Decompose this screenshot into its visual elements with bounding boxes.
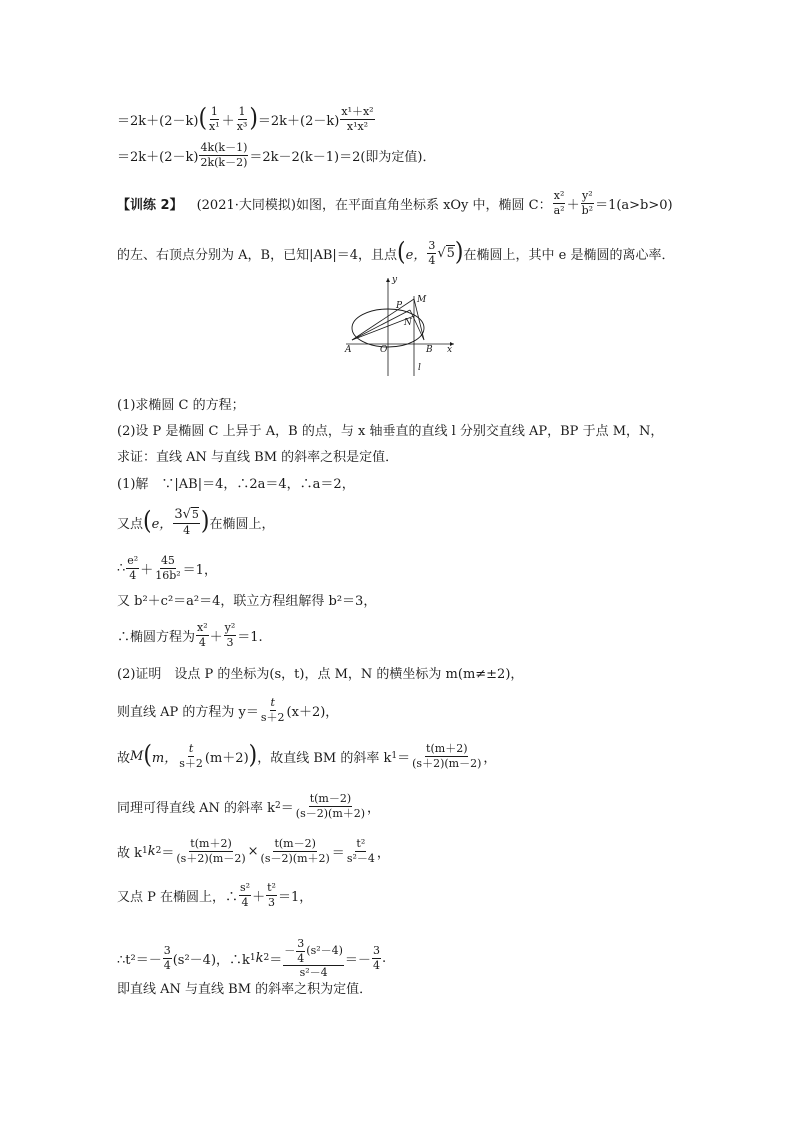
y-axis-arrow — [386, 278, 390, 282]
fraction: $\frac{3}{4}$ — [163, 944, 171, 972]
segment-BM — [414, 299, 424, 340]
label-A: A — [345, 345, 352, 355]
solution-line-2: 又点 ( e， $\frac{3√5}{4}$ ) 在椭圆上， — [117, 507, 275, 537]
fraction: $\frac{\text{x²}}{4}$ — [197, 621, 208, 649]
solution-line-8: 故 M ( m， $\frac{t}{s+2}$ (m＋2) ) ，故直线 BM 的斜率 k 1 ＝ $\frac{t(m+2)}{(s+2)(m-2)}$ ， — [117, 741, 497, 770]
label-N: N — [404, 318, 412, 328]
solution-line-7: 则直线 AP 的方程为 y＝ $\frac{t}{s+2}$ (x＋2)， — [117, 696, 339, 724]
fraction: $\frac{\text{x²}}{\text{a²}}$ — [553, 189, 565, 217]
fraction: $\frac{1}{\text{x¹}}$ — [209, 105, 220, 133]
fraction: $\frac{\text{t²}}{\text{s²－4}}$ — [346, 837, 375, 865]
ellipse-figure — [340, 272, 460, 380]
label-x: x — [447, 345, 453, 355]
fraction: $\frac{45}{\text{16b²}}$ — [155, 554, 181, 582]
fraction: $\frac{\text{x¹＋x²}}{\text{x¹x²}}$ — [341, 105, 374, 133]
question-2: (2)设 P 是椭圆 C 上异于 A，B 的点，与 x 轴垂直的直线 l 分别交直线 AP，BP 于点 M，N， — [117, 424, 664, 439]
derivation-line-2: ＝2k＋(2－k) $\frac{4k(k-1)}{2k(k-2)}$ ＝2k－2(k－1)＝2(即为定值)． — [117, 141, 436, 169]
derivation-line-1: ＝2k＋(2－k) ( $\frac{1}{\text{x¹}}$ ＋ $\frac{1}{\text{x³}}$ ) ＝2k＋(2－k) $\frac{\text{x¹＋x²}}{\text{x¹x²}}$ — [117, 104, 374, 133]
training-problem-line-2: 的左、右顶点分别为 A，B，已知|AB|＝4，且点 ( e， $\frac{3}{4}$ √ 5 ) 在椭圆上，其中 e 是椭圆的离心率． — [117, 238, 675, 267]
fraction: － $\frac{3}{4}$ (s²－4) s²－4 — [284, 937, 343, 980]
solution-line-9: 同理可得直线 AN 的斜率 k 2 ＝ $\frac{t(m-2)}{(s-2)(m+2)}$ ， — [117, 792, 381, 820]
solution-line-3: ∴ $\frac{\text{e²}}{4}$ ＋ $\frac{45}{\text{16b²}}$ ＝1， — [117, 554, 217, 582]
label-M: M — [417, 295, 427, 305]
fraction: $\frac{\text{e²}}{4}$ — [127, 554, 139, 582]
question-2-cont: 求证：直线 AN 与直线 BM 的斜率之积是定值． — [117, 450, 399, 465]
label-y: y — [392, 275, 398, 285]
solution-line-12: ∴t²＝－ $\frac{3}{4}$ (s²－4)，∴k 1 k 2 ＝ － $\frac{3}{4}$ (s²－4) s²－4 ＝－ $\frac{3}{4}$ . — [117, 937, 387, 980]
training-problem-line: 【训练 2】 (2021·大同模拟)如图，在平面直角坐标系 xOy 中，椭圆 C： $\frac{\text{x²}}{\text{a²}}$ ＋ $\frac{\text{y²}}{\text{b²}}$ ＝1(a>b>0) — [117, 189, 673, 217]
fraction: $\frac{\text{y²}}{3}$ — [224, 621, 236, 649]
solution-line-1: (1)解 ∵|AB|＝4，∴2a＝4，∴a＝2， — [117, 477, 355, 492]
fraction: $\frac{t}{s+2}$ — [260, 696, 285, 724]
question-1: (1)求椭圆 C 的方程； — [117, 398, 245, 413]
fraction: $\frac{t}{s+2}$ — [179, 742, 203, 770]
label-B: B — [426, 345, 433, 355]
fraction: $\frac{t(m-2)}{(s-2)(m+2)}$ — [295, 792, 366, 820]
solution-line-6: (2)证明 设点 P 的坐标为(s，t)，点 M，N 的横坐标为 m(m≠±2)， — [117, 667, 524, 682]
segment-BP — [410, 310, 424, 340]
solution-line-10: 故 k 1 k 2 ＝ $\frac{t(m+2)}{(s+2)(m-2)}$ × $\frac{t(m-2)}{(s-2)(m+2)}$ ＝ $\frac{\text{t²}}{\text{s²－4}}$ ， — [117, 837, 390, 865]
label-P: P — [396, 301, 403, 311]
solution-line-11: 又点 P 在椭圆上，∴ $\frac{\text{s²}}{4}$ ＋ $\frac{\text{t²}}{3}$ ＝1， — [117, 881, 313, 909]
solution-line-5: ∴椭圆方程为 $\frac{\text{x²}}{4}$ ＋ $\frac{\text{y²}}{3}$ ＝1. — [117, 621, 263, 649]
fraction: $\frac{t(m+2)}{(s+2)(m-2)}$ — [176, 837, 246, 865]
fraction: $\frac{3}{4}$ — [428, 239, 436, 267]
fraction: $\frac{\text{y²}}{\text{b²}}$ — [581, 189, 594, 217]
fraction: $\frac{3}{4}$ — [372, 944, 380, 972]
fraction: $\frac{t(m-2)}{(s-2)(m+2)}$ — [260, 837, 330, 865]
solution-line-4: 又 b²＋c²＝a²＝4，联立方程组解得 b²＝3， — [117, 594, 377, 609]
label-O: O — [380, 345, 388, 355]
fraction: $\frac{4k(k-1)}{2k(k-2)}$ — [200, 141, 248, 169]
fraction: $\frac{t(m+2)}{(s+2)(m-2)}$ — [412, 742, 482, 770]
training-tag: 【训练 2】 — [117, 197, 183, 213]
fraction: $\frac{\text{t²}}{3}$ — [267, 881, 276, 909]
solution-line-13: 即直线 AN 与直线 BM 的斜率之积为定值． — [117, 982, 373, 997]
label-l: l — [418, 363, 421, 373]
segment-AP — [352, 310, 410, 340]
fraction: $\frac{1}{\text{x³}}$ — [236, 105, 248, 133]
fraction: $\frac{\text{s²}}{4}$ — [240, 881, 251, 909]
fraction: $\frac{3√5}{4}$ — [174, 507, 199, 537]
